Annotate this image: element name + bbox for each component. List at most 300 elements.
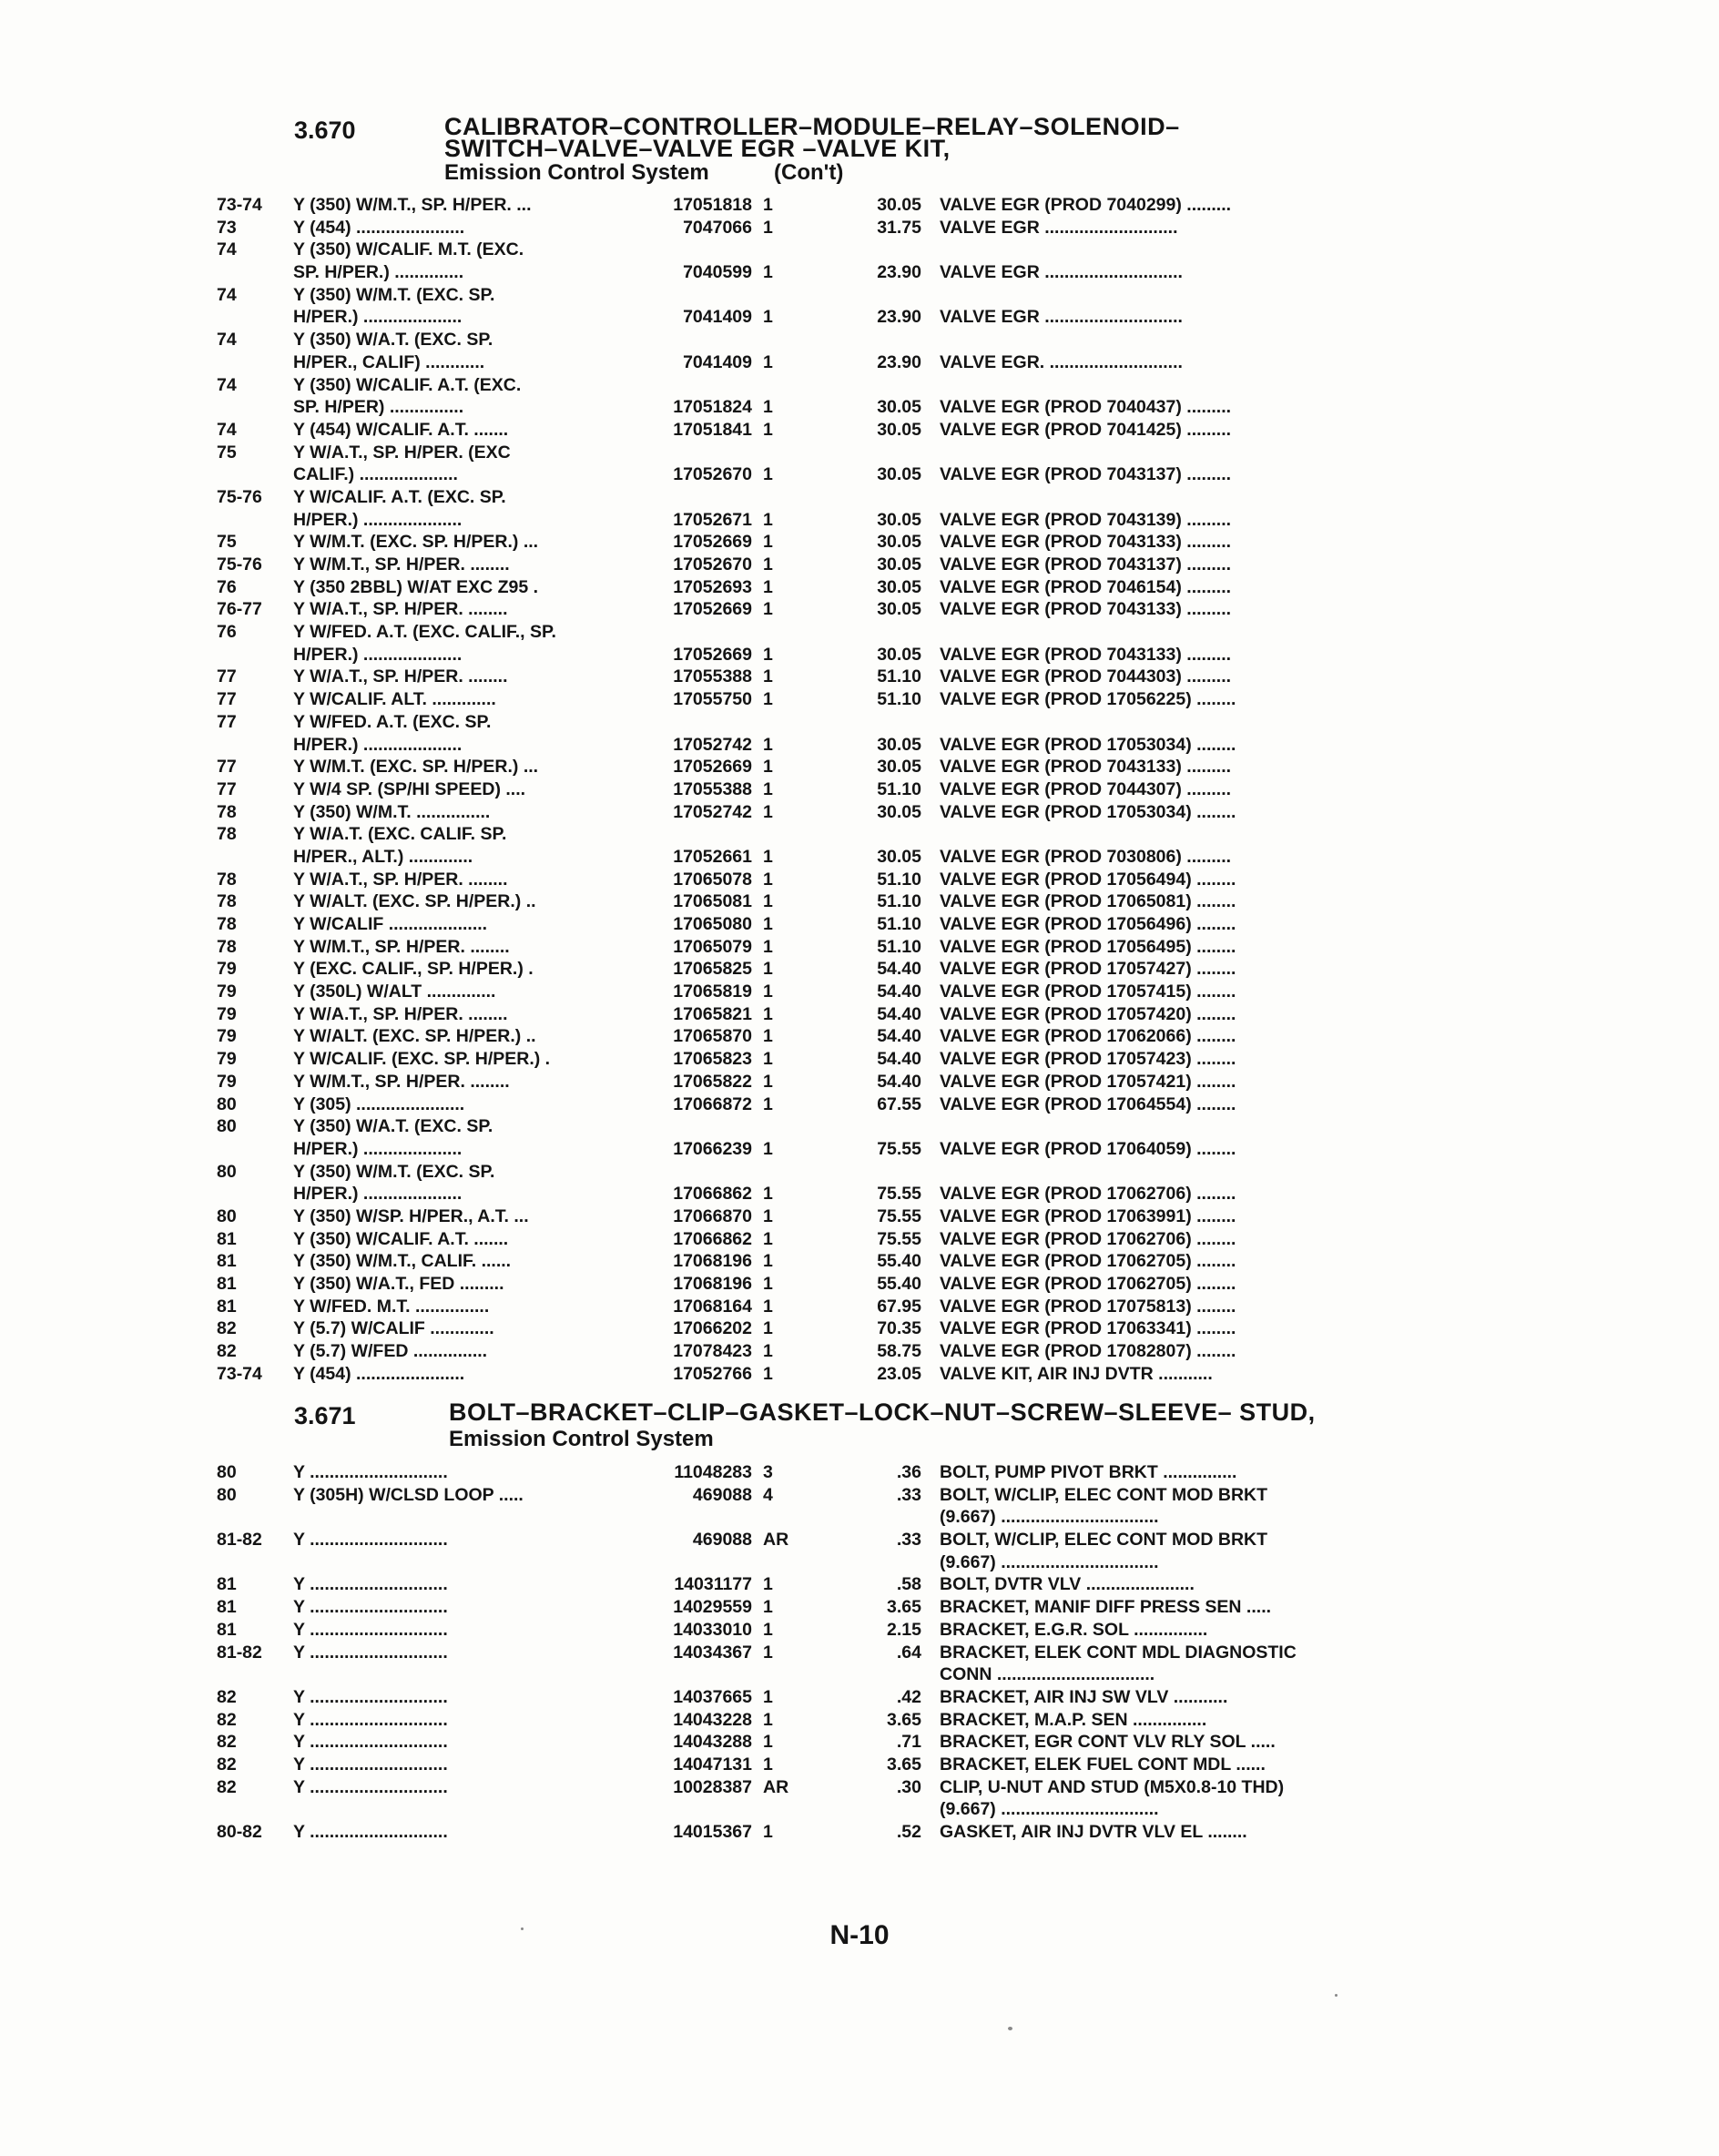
part-name: BRACKET, AIR INJ SW VLV ........... [940,1686,1228,1707]
table-row [0,958,1719,981]
part-number: 17051818 [673,195,752,215]
table-row [0,711,1719,734]
price: .71 [896,1732,921,1753]
part-name: VALVE EGR (PROD 7043133) ......... [940,757,1232,778]
quantity: 1 [763,1093,773,1114]
application-desc: Y (350) W/CALIF. A.T. ....... [293,1228,509,1249]
price: 3.65 [887,1597,921,1618]
table-row [0,1025,1719,1048]
application-desc: Y (454) ...................... [293,217,465,238]
application-desc: Y (350) W/A.T., FED ......... [293,1274,504,1294]
scan-speck [1335,1994,1338,1997]
quantity: 1 [763,959,773,980]
table-row [0,374,1719,397]
model-year: 81 [217,1274,237,1294]
price: 23.90 [877,351,921,372]
part-number: 17055750 [673,689,752,710]
application-desc: Y W/A.T., SP. H/PER. ........ [293,869,508,890]
part-number: 17065822 [673,1071,752,1092]
quantity: 1 [763,576,773,597]
quantity: 1 [763,554,773,575]
price: 55.40 [877,1274,921,1294]
quantity: 1 [763,869,773,890]
part-name: VALVE EGR (PROD 17062705) ........ [940,1251,1236,1272]
model-year: 79 [217,959,237,980]
table-row [0,194,1719,217]
model-year: 78 [217,936,237,957]
part-name: BRACKET, EGR CONT VLV RLY SOL ..... [940,1732,1276,1753]
quantity: 1 [763,644,773,665]
application-desc: Y (350) W/A.T. (EXC. SP. [293,1116,493,1137]
price: 30.05 [877,509,921,530]
quantity: 1 [763,1341,773,1362]
quantity: 3 [763,1462,773,1482]
quantity: 1 [763,757,773,778]
model-year: 75 [217,532,237,553]
part-name: VALVE EGR (PROD 7040299) ......... [940,195,1232,215]
price: 3.65 [887,1709,921,1730]
quantity: 1 [763,1184,773,1205]
part-number: 17065079 [673,936,752,957]
quantity: 1 [763,532,773,553]
table-row [0,554,1719,576]
application-desc: Y W/A.T., SP. H/PER. (EXC [293,442,511,463]
table-row [0,913,1719,936]
application-desc: Y W/A.T., SP. H/PER. ........ [293,599,508,620]
table-row [0,1642,1719,1664]
model-year: 80 [217,1161,237,1182]
part-number: 14029559 [673,1597,752,1618]
price: 23.90 [877,307,921,328]
table-row [0,688,1719,711]
model-year: 81 [217,1597,237,1618]
part-number: 17066239 [673,1138,752,1159]
part-number: 14033010 [673,1619,752,1640]
table-row [0,598,1719,621]
table-row [0,1709,1719,1732]
part-name: BRACKET, MANIF DIFF PRESS SEN ..... [940,1597,1272,1618]
application-desc: Y W/ALT. (EXC. SP. H/PER.) .. [293,1026,536,1047]
model-year: 82 [217,1341,237,1362]
price: 23.05 [877,1363,921,1384]
part-name: VALVE KIT, AIR INJ DVTR ........... [940,1363,1213,1384]
application-desc: Y W/FED. M.T. ............... [293,1296,490,1317]
table-row [0,261,1719,284]
price: 30.05 [877,576,921,597]
part-name: VALVE EGR (PROD 17075813) ........ [940,1296,1236,1317]
part-number: 14037665 [673,1686,752,1707]
part-name: BRACKET, M.A.P. SEN ............... [940,1709,1207,1730]
application-desc: Y (5.7) W/FED ............... [293,1341,488,1362]
application-desc: Y ............................ [293,1642,448,1663]
part-number: 17051841 [673,419,752,440]
application-desc: Y W/A.T. (EXC. CALIF. SP. [293,824,507,845]
section-title: BOLT–BRACKET–CLIP–GASKET–LOCK–NUT–SCREW–SLEEVE– STUD, [449,1398,1316,1426]
model-year: 82 [217,1754,237,1775]
part-number: 7040599 [683,262,752,283]
quantity: 1 [763,1026,773,1047]
section-number: 3.670 [294,117,356,144]
quantity: 1 [763,1138,773,1159]
model-year: 73-74 [217,1363,262,1384]
part-number: 17052742 [673,801,752,822]
table-row [0,1731,1719,1754]
part-number: 7047066 [683,217,752,238]
model-year: 76 [217,576,237,597]
quantity: 1 [763,599,773,620]
quantity: 1 [763,936,773,957]
model-year: 74 [217,419,237,440]
model-year: 73-74 [217,195,262,215]
application-desc: H/PER.) .................... [293,1138,463,1159]
quantity: 1 [763,1754,773,1775]
part-name: VALVE EGR (PROD 17062706) ........ [940,1228,1236,1249]
price: 75.55 [877,1228,921,1249]
table-row [0,869,1719,891]
table-row [0,936,1719,959]
price: .33 [896,1484,921,1505]
part-name: VALVE EGR ............................ [940,262,1183,283]
application-desc: Y ............................ [293,1597,448,1618]
model-year: 74 [217,374,237,395]
application-desc: Y (350) W/M.T. (EXC. SP. [293,1161,495,1182]
model-year: 76-77 [217,599,262,620]
table-row [0,1754,1719,1776]
quantity: 1 [763,801,773,822]
application-desc: H/PER.) .................... [293,509,463,530]
scan-speck [1008,2027,1012,2030]
model-year: 81 [217,1296,237,1317]
part-number: 17066862 [673,1184,752,1205]
model-year: 82 [217,1709,237,1730]
application-desc: H/PER., ALT.) ............. [293,846,473,867]
application-desc: Y W/M.T., SP. H/PER. ........ [293,554,510,575]
price: .64 [896,1642,921,1663]
model-year: 77 [217,666,237,687]
part-name: VALVE EGR ........................... [940,217,1178,238]
model-year: 79 [217,1049,237,1070]
price: 51.10 [877,891,921,912]
price: 75.55 [877,1184,921,1205]
table-row [0,1138,1719,1161]
part-name: VALVE EGR (PROD 17062066) ........ [940,1026,1236,1047]
table-row [0,531,1719,554]
part-name: VALVE EGR (PROD 17063991) ........ [940,1205,1236,1226]
table-row [0,329,1719,351]
part-name: VALVE EGR (PROD 17057427) ........ [940,959,1236,980]
table-row [0,1461,1719,1484]
model-year: 81 [217,1251,237,1272]
part-name: VALVE EGR (PROD 17063341) ........ [940,1318,1236,1339]
price: 30.05 [877,419,921,440]
quantity: 1 [763,1619,773,1640]
table-row [0,306,1719,329]
price: 51.10 [877,778,921,799]
part-number: 17068164 [673,1296,752,1317]
model-year: 82 [217,1776,237,1797]
price: 70.35 [877,1318,921,1339]
model-year: 79 [217,981,237,1002]
part-name: VALVE EGR (PROD 7041425) ......... [940,419,1232,440]
application-desc: Y (EXC. CALIF., SP. H/PER.) . [293,959,534,980]
model-year: 75-76 [217,486,262,507]
application-desc: H/PER.) .................... [293,644,463,665]
quantity: 1 [763,351,773,372]
part-name: VALVE EGR ............................ [940,307,1183,328]
part-name: VALVE EGR (PROD 17057415) ........ [940,981,1236,1002]
part-name: VALVE EGR (PROD 17057421) ........ [940,1071,1236,1092]
application-desc: Y W/CALIF. A.T. (EXC. SP. [293,486,506,507]
section-3670-table [0,194,1719,1385]
application-desc: SP. H/PER) ............... [293,397,464,418]
part-number: 17052742 [673,734,752,755]
application-desc: Y ............................ [293,1462,448,1482]
quantity: 1 [763,1049,773,1070]
model-year: 77 [217,757,237,778]
table-row [0,1686,1719,1709]
table-row [0,1484,1719,1507]
model-year: 80 [217,1462,237,1482]
part-name: VALVE EGR (PROD 17064059) ........ [940,1138,1236,1159]
application-desc: H/PER.) .................... [293,1184,463,1205]
table-row [0,396,1719,419]
part-name: VALVE EGR (PROD 17082807) ........ [940,1341,1236,1362]
part-number: 17052669 [673,757,752,778]
model-year: 81-82 [217,1530,262,1551]
table-row [0,1071,1719,1093]
model-year: 81 [217,1619,237,1640]
part-name: VALVE EGR (PROD 17053034) ........ [940,801,1236,822]
application-desc: Y (350) W/CALIF. A.T. (EXC. [293,374,522,395]
price: .33 [896,1530,921,1551]
part-name: BRACKET, E.G.R. SOL ............... [940,1619,1208,1640]
application-desc: Y W/CALIF. (EXC. SP. H/PER.) . [293,1049,551,1070]
part-number: 17052669 [673,599,752,620]
quantity: 4 [763,1484,773,1505]
quantity: 1 [763,262,773,283]
part-name: GASKET, AIR INJ DVTR VLV EL ........ [940,1822,1247,1842]
table-row [0,351,1719,374]
part-number: 14031177 [674,1574,752,1595]
application-desc: Y (350) W/M.T. (EXC. SP. [293,284,495,305]
quantity: 1 [763,1363,773,1384]
table-row [0,801,1719,824]
table-row [0,1205,1719,1228]
price: 23.90 [877,262,921,283]
quantity: 1 [763,981,773,1002]
application-desc: Y ............................ [293,1530,448,1551]
part-number: 14043288 [673,1732,752,1753]
application-desc: Y W/M.T. (EXC. SP. H/PER.) ... [293,757,539,778]
application-desc: SP. H/PER.) .............. [293,262,464,283]
table-row [0,1048,1719,1071]
application-desc: Y ............................ [293,1822,448,1842]
price: 51.10 [877,936,921,957]
quantity: 1 [763,1003,773,1024]
quantity: 1 [763,778,773,799]
application-desc: Y W/M.T., SP. H/PER. ........ [293,936,510,957]
part-name: VALVE EGR (PROD 7043133) ......... [940,532,1232,553]
part-name: VALVE EGR (PROD 7043133) ......... [940,644,1232,665]
part-name: VALVE EGR (PROD 7043139) ......... [940,509,1232,530]
table-row [0,1573,1719,1596]
part-name: VALVE EGR (PROD 7043137) ......... [940,464,1232,485]
table-row [0,509,1719,532]
price: 30.05 [877,532,921,553]
part-name: VALVE EGR (PROD 7046154) ......... [940,576,1232,597]
application-desc: Y (350) W/M.T., SP. H/PER. ... [293,195,532,215]
table-row [0,1273,1719,1296]
part-number: 17065823 [673,1049,752,1070]
part-number: 17052693 [673,576,752,597]
price: 30.05 [877,397,921,418]
application-desc: H/PER., CALIF) ............ [293,351,485,372]
model-year: 76 [217,622,237,643]
part-number: 17065081 [673,891,752,912]
table-row [0,576,1719,599]
part-number: 17066872 [673,1093,752,1114]
part-name: (9.667) ................................ [940,1799,1159,1820]
part-name: VALVE EGR (PROD 17064554) ........ [940,1093,1236,1114]
table-row [0,1663,1719,1686]
table-row [0,1093,1719,1116]
part-number: 17055388 [673,666,752,687]
part-name: BOLT, DVTR VLV ...................... [940,1574,1195,1595]
table-row [0,1317,1719,1340]
price: 54.40 [877,1003,921,1024]
part-number: 17065870 [673,1026,752,1047]
section-number: 3.671 [294,1402,356,1429]
quantity: 1 [763,509,773,530]
part-number: 469088 [692,1484,752,1505]
part-name: VALVE EGR (PROD 17056494) ........ [940,869,1236,890]
quantity: 1 [763,464,773,485]
price: 30.05 [877,464,921,485]
application-desc: Y W/A.T., SP. H/PER. ........ [293,666,508,687]
table-row [0,666,1719,688]
quantity: 1 [763,891,773,912]
part-number: 14034367 [673,1642,752,1663]
part-number: 17065078 [673,869,752,890]
part-number: 17051824 [673,397,752,418]
price: 54.40 [877,981,921,1002]
application-desc: Y W/FED. A.T. (EXC. CALIF., SP. [293,622,556,643]
application-desc: CALIF.) .................... [293,464,458,485]
application-desc: Y (454) ...................... [293,1363,465,1384]
part-number: 17055388 [673,778,752,799]
table-row [0,823,1719,846]
model-year: 78 [217,824,237,845]
model-year: 75 [217,442,237,463]
price: .30 [896,1776,921,1797]
part-number: 17065080 [673,914,752,934]
quantity: 1 [763,734,773,755]
quantity: 1 [763,419,773,440]
part-number: 14047131 [673,1754,752,1775]
price: 51.10 [877,689,921,710]
part-number: 17065819 [673,981,752,1002]
part-number: 14015367 [673,1822,752,1842]
quantity: 1 [763,1251,773,1272]
table-row [0,1296,1719,1318]
table-row [0,621,1719,644]
part-name: VALVE EGR (PROD 17056225) ........ [940,689,1236,710]
part-number: 17078423 [673,1341,752,1362]
table-row [0,1798,1719,1821]
quantity: 1 [763,914,773,934]
model-year: 79 [217,1003,237,1024]
price: 2.15 [887,1619,921,1640]
table-row [0,1619,1719,1642]
model-year: 78 [217,869,237,890]
part-number: 469088 [692,1530,752,1551]
application-desc: Y ............................ [293,1619,448,1640]
price: 31.75 [877,217,921,238]
quantity: 1 [763,846,773,867]
application-desc: Y W/CALIF .................... [293,914,488,934]
price: 30.05 [877,599,921,620]
table-row [0,890,1719,913]
quantity: 1 [763,1318,773,1339]
model-year: 73 [217,217,237,238]
application-desc: Y W/M.T., SP. H/PER. ........ [293,1071,510,1092]
application-desc: Y ............................ [293,1754,448,1775]
price: 67.95 [877,1296,921,1317]
table-row [0,846,1719,869]
table-row [0,486,1719,509]
quantity: 1 [763,307,773,328]
model-year: 80-82 [217,1822,262,1842]
part-name: BOLT, W/CLIP, ELEC CONT MOD BRKT [940,1530,1268,1551]
part-number: 7041409 [683,351,752,372]
application-desc: Y (350 2BBL) W/AT EXC Z95 . [293,576,539,597]
price: 55.40 [877,1251,921,1272]
part-name: VALVE EGR (PROD 17056496) ........ [940,914,1236,934]
price: .36 [896,1462,921,1482]
price: 3.65 [887,1754,921,1775]
part-name: VALVE EGR (PROD 7030806) ......... [940,846,1232,867]
application-desc: Y ............................ [293,1686,448,1707]
table-row [0,644,1719,666]
price: 75.55 [877,1205,921,1226]
price: .52 [896,1822,921,1842]
part-name: VALVE EGR (PROD 7043137) ......... [940,554,1232,575]
application-desc: Y (350L) W/ALT .............. [293,981,496,1002]
application-desc: Y W/A.T., SP. H/PER. ........ [293,1003,508,1024]
table-row [0,1250,1719,1273]
price: 58.75 [877,1341,921,1362]
model-year: 74 [217,284,237,305]
table-row [0,1003,1719,1026]
price: .58 [896,1574,921,1595]
part-name: BRACKET, ELEK CONT MDL DIAGNOSTIC [940,1642,1297,1663]
application-desc: Y ............................ [293,1732,448,1753]
quantity: 1 [763,1205,773,1226]
model-year: 81 [217,1574,237,1595]
model-year: 82 [217,1732,237,1753]
part-number: 17052669 [673,644,752,665]
part-number: 17052670 [673,554,752,575]
table-row [0,1529,1719,1551]
application-desc: Y W/M.T. (EXC. SP. H/PER.) ... [293,532,539,553]
continued-label: (Con't) [774,160,844,185]
section-title: CALIBRATOR–CONTROLLER–MODULE–RELAY–SOLENOID– [444,113,1180,140]
part-name: (9.667) ................................ [940,1507,1159,1528]
quantity: 1 [763,1274,773,1294]
application-desc: Y W/4 SP. (SP/HI SPEED) .... [293,778,526,799]
application-desc: Y (350) W/A.T. (EXC. SP. [293,330,493,351]
table-row [0,1596,1719,1619]
